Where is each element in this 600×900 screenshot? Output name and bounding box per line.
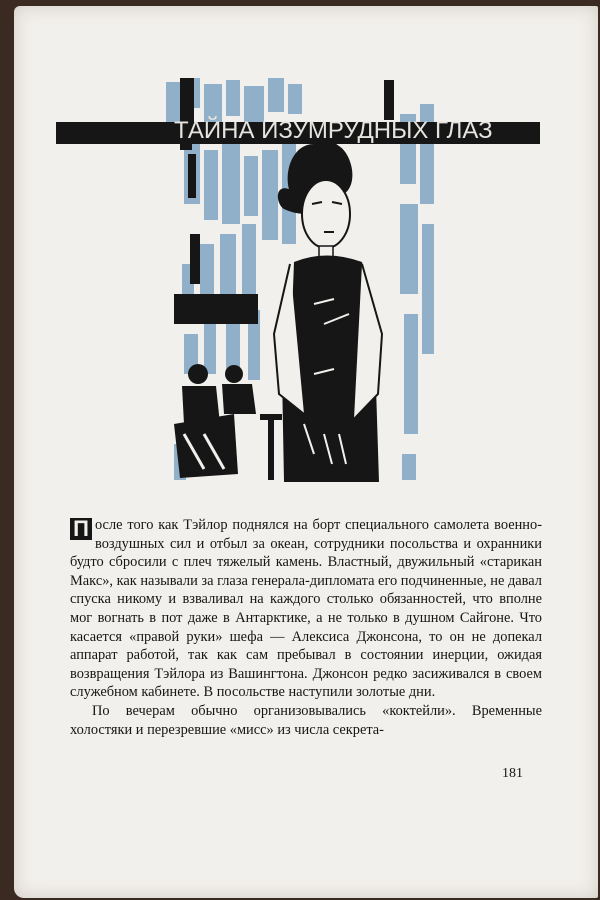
body-text <box>70 516 542 739</box>
paragraph-1 <box>70 516 542 702</box>
book-page <box>14 6 598 898</box>
paragraph-1-text: осле того как Тэйлор поднялся на борт специального самолета военно-воздушных сил и отбыл за океан, сотрудники посольства и охранники будто сбросили с плеч тяжелый камень. Властный, двужильный «старикан Макс», как называли за глаза генерала-дипломата его подчиненные, не давал спуска никому и взваливал на каждого столько обязанностей, что вполне мог вогнать в пот даже в Антарктике, а не только в душном Сайгоне. Что касается «правой руки» шефа — Алексиса Джонсона, то он не допекал аппарат работой, так как сам пребывал в состоянии инерции, ожидая возвращения Тэйлора из Вашингтона. Джонсон редко засиживался в своем служебном кабинете. В посольстве наступили золотые дни. <box>70 517 542 701</box>
page-number: 181 <box>502 766 523 781</box>
paragraph-2: По вечерам обычно организовывались «коктейли». Временные холостяки и перезревшие «мисс» из числа секрета- <box>70 702 542 738</box>
drop-cap: П <box>70 518 92 540</box>
chapter-title: ТАЙНА ИЗУМРУДНЫХ ГЛАЗ <box>174 117 493 144</box>
